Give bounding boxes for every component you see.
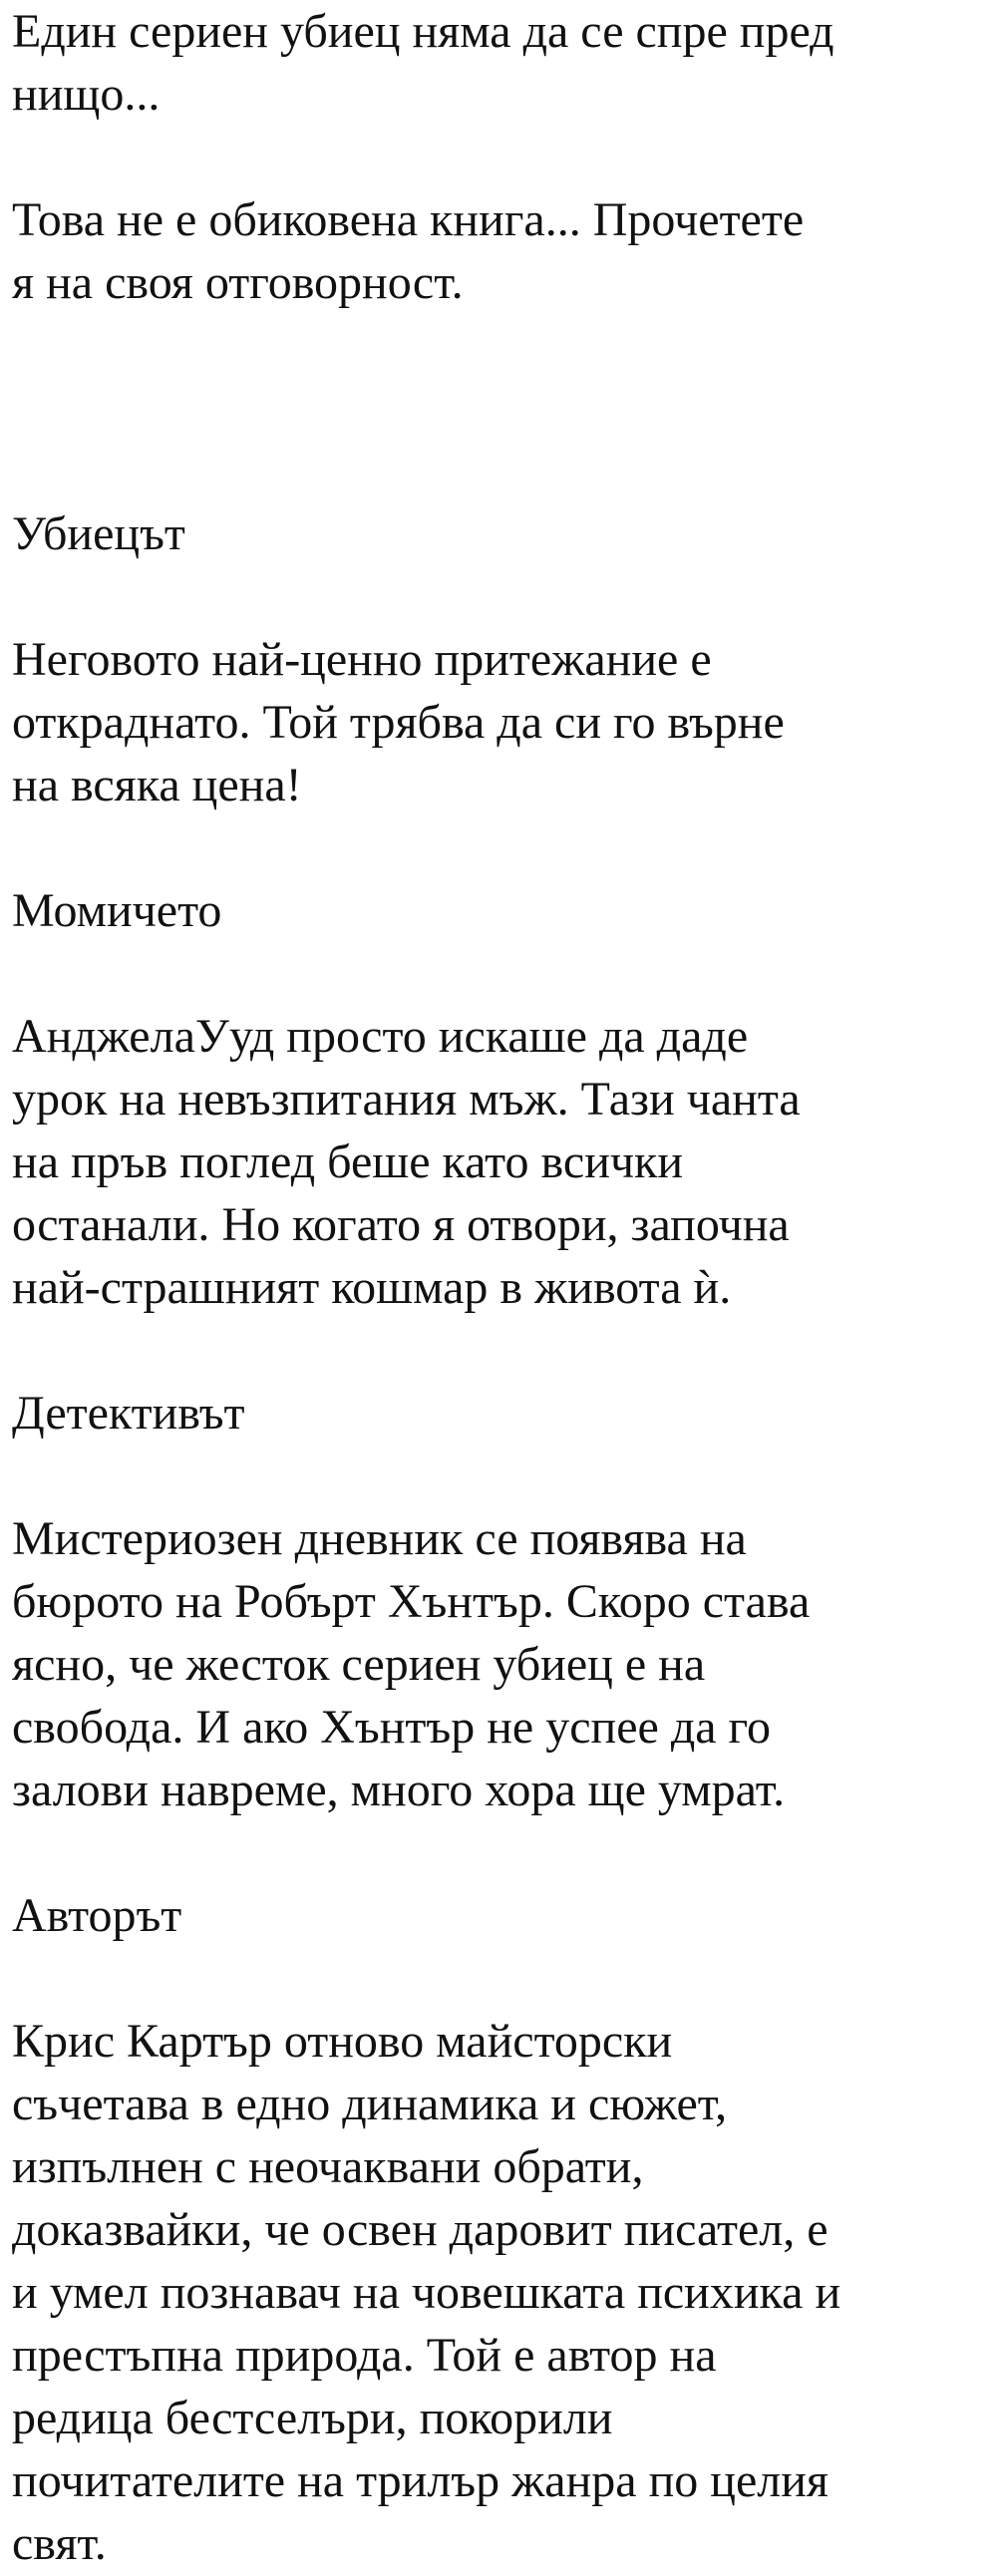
author-paragraph: Крис Картър отново майсторски съчетава в едно динамика и сюжет, изпълнен с неочаквани обрати, доказвайки, че освен даровит писател, е и умел познавач на човешката психика и престъпна природа. Той е автор на редица бестселъри, покорили почитателите на трилър жанра по целия свят. (12, 2015, 841, 2570)
heading-detective: Детективът (12, 1387, 245, 1440)
detective-paragraph: Мистериозен дневник се появява на бюрото на Робърт Хънтър. Скоро става ясно, че жесток сериен убиец е на свобода. И ако Хънтър не успее да го залови навреме, много хора ще умрат. (12, 1512, 811, 1816)
heading-girl: Момичето (12, 884, 222, 937)
warning-paragraph: Това не е обиковена книга... Прочетете я на своя отговорност. (12, 193, 805, 309)
girl-paragraph: АнджелаУуд просто искаше да даде урок на невъзпитания мъж. Тази чанта на пръв поглед беше като всички останали. Но когато я отвори, започна най-страшният кошмар в живота ѝ. (12, 1010, 801, 1314)
heading-killer: Убиецът (12, 507, 185, 560)
killer-paragraph: Неговото най-ценно притежание е откраднато. Той трябва да си го върне на всяка цена! (12, 633, 785, 811)
intro-paragraph: Един сериен убиец няма да се спре пред нищо... (12, 5, 834, 121)
heading-author: Авторът (12, 1889, 182, 1942)
